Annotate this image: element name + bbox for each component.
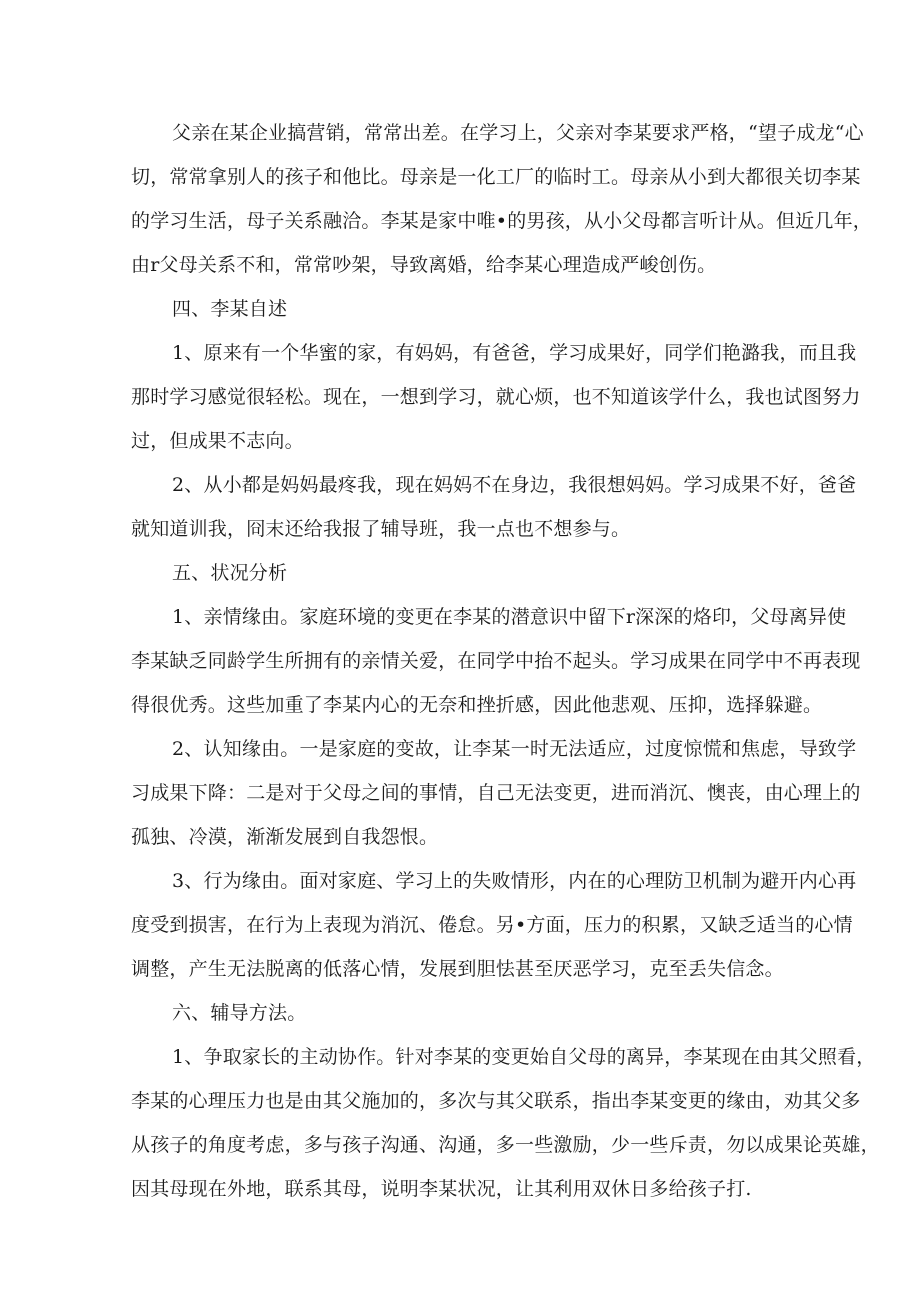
paragraph-line: 父亲在某企业搞营销，常常出差。在学习上，父亲对李某要求严格，“望子成龙“心	[172, 122, 864, 144]
paragraph-line: 切，常常拿别人的孩子和他比。母亲是一化工厂的临时工。母亲从小到大都很关切李某	[131, 166, 861, 188]
paragraph-line: 调整，产生无法脱离的低落心情，发展到胆怯甚至厌恶学习，克至丢失信念。	[131, 958, 784, 980]
paragraph-line: 度受到损害，在行为上表现为消沉、倦怠。另•方面，压力的积累，又缺乏适当的心情	[131, 914, 853, 936]
paragraph-line: 1、原来有一个华蜜的家，有妈妈，有爸爸，学习成果好，同学们艳潞我，而且我	[172, 342, 857, 364]
section-heading: 四、李某自述	[172, 298, 288, 320]
paragraph-line: 3、行为缘由。面对家庭、学习上的失败情形，内在的心理防卫机制为避开内心再	[172, 870, 857, 892]
paragraph-line: 因其母现在外地，联系其母，说明李某状况，让其利用双休日多给孩子打.	[131, 1178, 752, 1200]
section-heading: 六、辅导方法。	[172, 1002, 307, 1024]
paragraph-line: 李某缺乏同龄学生所拥有的亲情关爱，在同学中抬不起头。学习成果在同学中不再表现	[131, 650, 861, 672]
paragraph-line: 2、从小都是妈妈最疼我，现在妈妈不在身边，我很想妈妈。学习成果不好，爸爸	[172, 474, 857, 496]
paragraph-line: 的学习生活，母子关系融洽。李某是家中唯•的男孩，从小父母都言听计从。但近几年，	[131, 210, 873, 232]
paragraph-line: 2、认知缘由。一是家庭的变故，让李某一时无法适应，过度惊慌和焦虑，导致学	[172, 738, 857, 760]
paragraph-line: 过，但成果不志向。	[131, 430, 304, 452]
paragraph-line: 得很优秀。这些加重了李某内心的无奈和挫折感，因此他悲观、压抑，选择躲避。	[131, 694, 823, 716]
section-heading: 五、状况分析	[172, 562, 288, 584]
paragraph-line: 孤独、冷漠，渐渐发展到自我怨恨。	[131, 826, 439, 848]
paragraph-line: 由r父母关系不和，常常吵架，导致离婚，给李某心理造成严峻创伤。	[131, 254, 717, 276]
paragraph-line: 李某的心理压力也是由其父施加的，多次与其父联系，指出李某变更的缘由，劝其父多	[131, 1090, 861, 1112]
paragraph-line: 就知道训我，冏末还给我报了辅导班，我一点也不想参与。	[131, 518, 631, 540]
paragraph-line: 那时学习感觉很轻松。现在，一想到学习，就心烦，也不知道该学什么，我也试图努力	[131, 386, 861, 408]
paragraph-line: 从孩子的角度考虑，多与孩子沟通、沟通，多一些激励，少一些斥责，勿以成果论英雄，	[131, 1134, 880, 1156]
paragraph-line: 1、争取家长的主动协作。针对李某的变更始自父母的离异，李某现在由其父照看，	[172, 1046, 876, 1068]
paragraph-line: 习成果下降：二是对于父母之间的事情，自己无法变更，进而消沉、懊丧，由心理上的	[131, 782, 861, 804]
paragraph-line: 1、亲情缘由。家庭环境的变更在李某的潜意识中留下r深深的烙印，父母离异使	[172, 606, 847, 628]
